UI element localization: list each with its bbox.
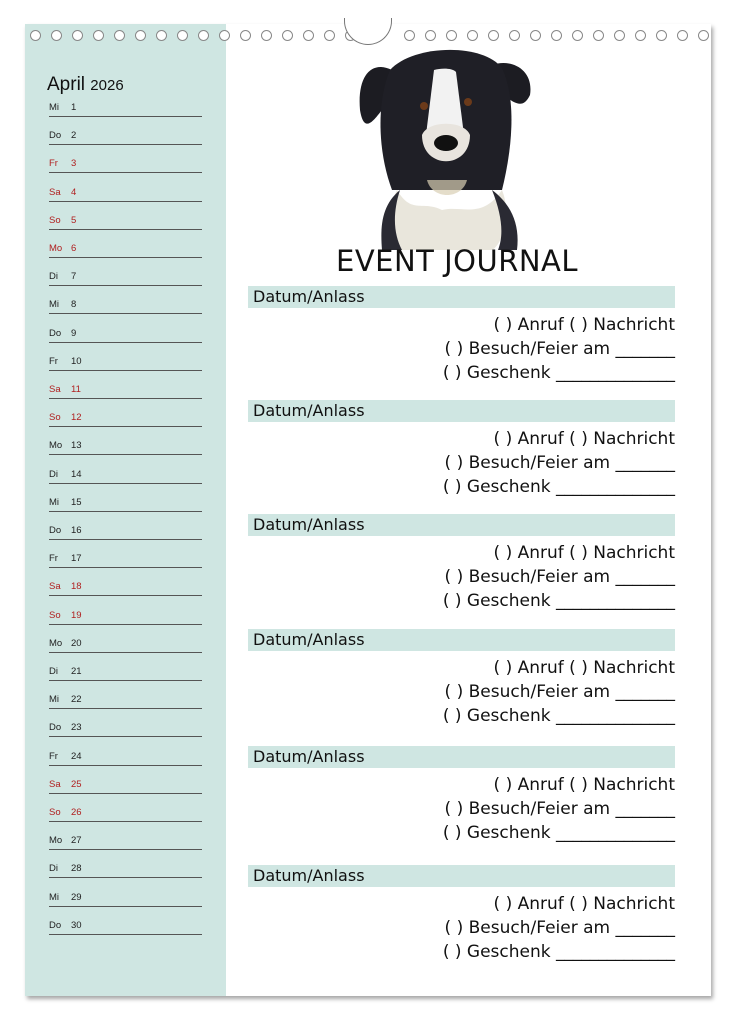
entry-line1: ( ) Anruf ( ) Nachricht xyxy=(493,543,675,563)
day-row xyxy=(49,356,202,371)
weekday-label: Mi xyxy=(49,694,60,706)
entry-header: Datum/Anlass xyxy=(248,865,675,887)
weekday-label: Di xyxy=(49,863,58,875)
day-number: 22 xyxy=(71,694,82,706)
day-row xyxy=(49,807,202,822)
weekday-label: Do xyxy=(49,327,62,339)
spiral-hole xyxy=(240,30,251,41)
entry-line3: ( ) Geschenk ______________ xyxy=(442,942,675,962)
day-number: 17 xyxy=(71,553,82,565)
entry-line2: ( ) Besuch/Feier am _______ xyxy=(444,799,675,819)
weekday-label: Mi xyxy=(49,891,60,903)
spiral-hole xyxy=(677,30,688,41)
spiral-hole xyxy=(30,30,41,41)
spiral-hole xyxy=(135,30,146,41)
spiral-hole xyxy=(177,30,188,41)
weekday-label: Sa xyxy=(49,581,61,593)
day-row xyxy=(49,299,202,314)
day-number: 5 xyxy=(71,214,77,226)
entry-line3: ( ) Geschenk ______________ xyxy=(442,591,675,611)
entry-line2: ( ) Besuch/Feier am _______ xyxy=(444,567,675,587)
day-row xyxy=(49,102,202,117)
entry-line2: ( ) Besuch/Feier am _______ xyxy=(444,918,675,938)
spiral-hole xyxy=(551,30,562,41)
day-row xyxy=(49,158,202,173)
day-number: 11 xyxy=(71,384,81,395)
entry-header: Datum/Anlass xyxy=(248,286,675,308)
day-row xyxy=(49,835,202,850)
weekday-label: Fr xyxy=(49,750,58,762)
day-number: 3 xyxy=(71,158,77,170)
entry-header: Datum/Anlass xyxy=(248,400,675,422)
day-row xyxy=(49,187,202,202)
day-row xyxy=(49,722,202,737)
entry-line1: ( ) Anruf ( ) Nachricht xyxy=(493,894,675,914)
day-number: 14 xyxy=(71,468,82,480)
day-number: 1 xyxy=(71,102,77,113)
weekday-label: Mo xyxy=(49,243,63,254)
day-row xyxy=(49,779,202,794)
spiral-hole xyxy=(93,30,104,41)
spiral-hole xyxy=(114,30,125,41)
weekday-label: Do xyxy=(49,919,62,931)
weekday-label: So xyxy=(49,609,61,621)
day-number: 16 xyxy=(71,525,82,536)
day-number: 10 xyxy=(71,355,82,367)
weekday-label: Sa xyxy=(49,384,61,395)
day-row xyxy=(49,863,202,878)
weekday-label: So xyxy=(49,214,61,226)
journal-title: EVENT JOURNAL xyxy=(336,244,579,278)
weekday-label: Do xyxy=(49,525,62,536)
day-number: 24 xyxy=(71,750,82,762)
month-title xyxy=(47,74,124,96)
weekday-label: Fr xyxy=(49,158,58,170)
day-number: 26 xyxy=(71,807,82,818)
spiral-hole xyxy=(324,30,335,41)
weekday-label: Do xyxy=(49,722,62,734)
spiral-hole xyxy=(698,30,709,41)
day-row xyxy=(49,638,202,653)
day-row xyxy=(49,412,202,427)
day-number: 4 xyxy=(71,186,77,198)
weekday-label: Fr xyxy=(49,553,58,565)
spiral-hole xyxy=(572,30,583,41)
spiral-hole xyxy=(614,30,625,41)
entry-line2: ( ) Besuch/Feier am _______ xyxy=(444,339,675,359)
weekday-label: Fr xyxy=(49,355,58,367)
spiral-hole xyxy=(219,30,230,41)
day-row xyxy=(49,243,202,258)
day-row xyxy=(49,384,202,399)
entry-line1: ( ) Anruf ( ) Nachricht xyxy=(493,775,675,795)
day-number: 9 xyxy=(71,327,77,339)
day-row xyxy=(49,553,202,568)
weekday-label: Mo xyxy=(49,440,63,452)
weekday-label: So xyxy=(49,412,61,424)
month-name: April xyxy=(47,74,86,95)
day-row xyxy=(49,130,202,145)
day-number: 2 xyxy=(71,130,77,142)
entry-line2: ( ) Besuch/Feier am _______ xyxy=(444,453,675,473)
entry-line3: ( ) Geschenk ______________ xyxy=(442,823,675,843)
year: 2026 xyxy=(90,77,124,94)
entry-line1: ( ) Anruf ( ) Nachricht xyxy=(493,658,675,678)
day-row xyxy=(49,328,202,343)
entry-line3: ( ) Geschenk ______________ xyxy=(442,363,675,383)
day-row xyxy=(49,440,202,455)
weekday-label: So xyxy=(49,807,61,818)
day-number: 23 xyxy=(71,722,82,734)
day-row xyxy=(49,892,202,907)
entry-line3: ( ) Geschenk ______________ xyxy=(442,477,675,497)
entry-line1: ( ) Anruf ( ) Nachricht xyxy=(493,429,675,449)
entry-line2: ( ) Besuch/Feier am _______ xyxy=(444,682,675,702)
day-number: 12 xyxy=(71,412,82,424)
day-number: 21 xyxy=(71,666,82,677)
spiral-hole xyxy=(72,30,83,41)
weekday-label: Di xyxy=(49,666,58,677)
day-number: 30 xyxy=(71,919,82,931)
weekday-label: Di xyxy=(49,271,58,283)
spiral-hole xyxy=(282,30,293,41)
day-number: 7 xyxy=(71,271,77,283)
day-row xyxy=(49,610,202,625)
spiral-hole xyxy=(635,30,646,41)
dog-illustration xyxy=(352,40,538,250)
entry-header: Datum/Anlass xyxy=(248,746,675,768)
weekday-label: Mi xyxy=(49,102,60,113)
day-row xyxy=(49,694,202,709)
day-number: 28 xyxy=(71,863,82,875)
weekday-label: Mi xyxy=(49,496,60,508)
weekday-label: Sa xyxy=(49,186,61,198)
day-number: 8 xyxy=(71,299,77,311)
day-row xyxy=(49,666,202,681)
entry-header: Datum/Anlass xyxy=(248,514,675,536)
spiral-hole xyxy=(593,30,604,41)
day-number: 27 xyxy=(71,835,82,847)
weekday-label: Mo xyxy=(49,835,63,847)
day-number: 13 xyxy=(71,440,82,452)
day-row xyxy=(49,271,202,286)
day-number: 29 xyxy=(71,891,82,903)
day-row xyxy=(49,581,202,596)
weekday-label: Sa xyxy=(49,778,61,790)
day-row xyxy=(49,920,202,935)
spiral-hole xyxy=(51,30,62,41)
entry-line3: ( ) Geschenk ______________ xyxy=(442,706,675,726)
day-number: 20 xyxy=(71,637,82,649)
day-number: 15 xyxy=(71,496,82,508)
weekday-label: Mo xyxy=(49,637,63,649)
spiral-hole xyxy=(261,30,272,41)
entry-header: Datum/Anlass xyxy=(248,629,675,651)
spiral-hole xyxy=(303,30,314,41)
day-row xyxy=(49,525,202,540)
spiral-hole xyxy=(198,30,209,41)
day-number: 25 xyxy=(71,778,82,790)
entry-line1: ( ) Anruf ( ) Nachricht xyxy=(493,315,675,335)
day-row xyxy=(49,215,202,230)
day-number: 18 xyxy=(71,581,82,593)
day-number: 19 xyxy=(71,609,82,621)
weekday-label: Do xyxy=(49,130,62,142)
spiral-hole xyxy=(656,30,667,41)
day-row xyxy=(49,469,202,484)
spiral-hole xyxy=(156,30,167,41)
day-number: 6 xyxy=(71,243,77,254)
weekday-label: Di xyxy=(49,468,58,480)
day-row xyxy=(49,497,202,512)
weekday-label: Mi xyxy=(49,299,60,311)
day-row xyxy=(49,751,202,766)
